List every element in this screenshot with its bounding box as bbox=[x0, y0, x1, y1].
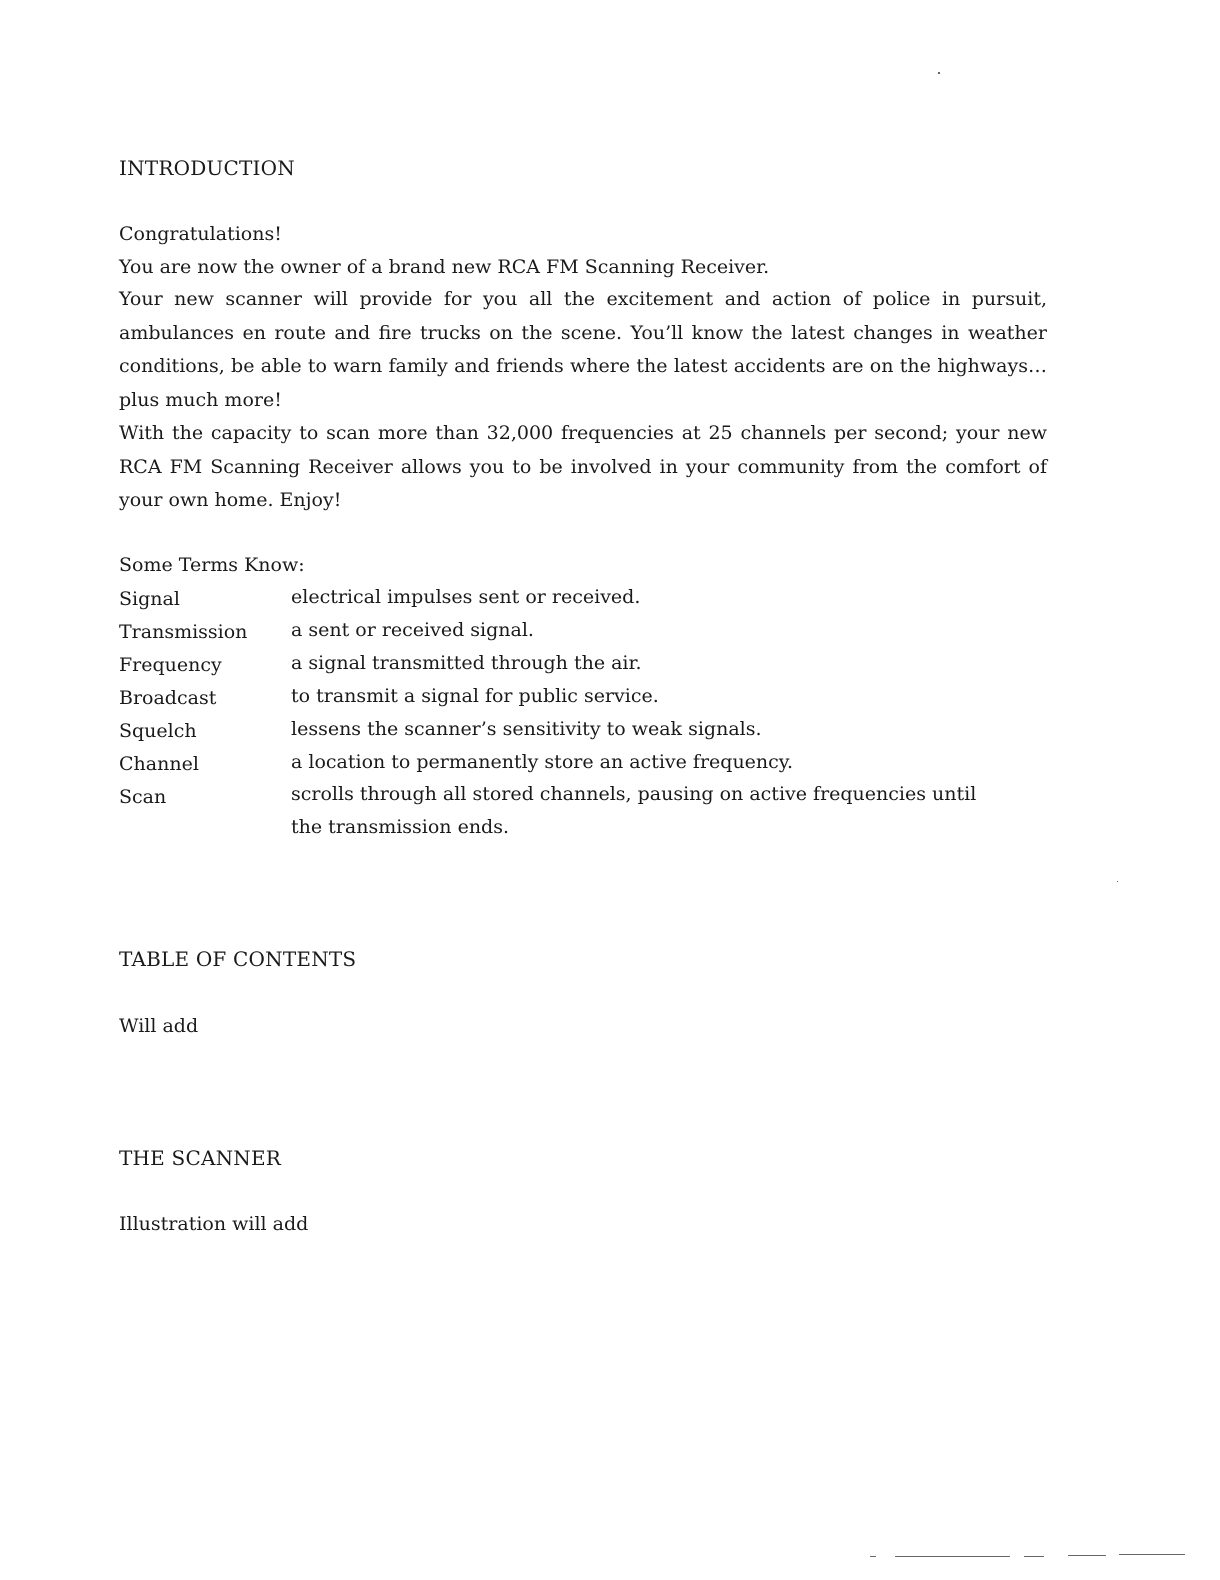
scan-artifact bbox=[1119, 1554, 1185, 1555]
term-label: Channel bbox=[119, 753, 199, 775]
scan-artifact bbox=[895, 1556, 1010, 1557]
scan-speck bbox=[1117, 881, 1118, 882]
owner-line: You are now the owner of a brand new RCA FM Scanning Receiver. bbox=[119, 256, 770, 278]
term-definition: a signal transmitted through the air. bbox=[291, 652, 642, 674]
term-label: Broadcast bbox=[119, 687, 217, 709]
intro-paragraph-1: Your new scanner will provide for you all the excitement and action of police in pursuit, ambulances en route and fire trucks on the scene. You’ll know the latest changes in weather conditions, be able to warn family and friends where the latest accidents are on the highways…plus much more! bbox=[119, 288, 1047, 411]
terms-heading: Some Terms Know: bbox=[119, 554, 305, 576]
scan-artifact bbox=[870, 1556, 876, 1557]
term-definition: lessens the scanner’s sensitivity to weak signals. bbox=[291, 718, 762, 740]
greeting-line: Congratulations! bbox=[119, 223, 282, 245]
term-definition: scrolls through all stored channels, pausing on active frequencies until the transmission ends. bbox=[291, 783, 977, 838]
term-definition: a sent or received signal. bbox=[291, 619, 534, 641]
term-label: Signal bbox=[119, 588, 180, 610]
term-definition: a location to permanently store an active frequency. bbox=[291, 751, 794, 773]
toc-body: Will add bbox=[119, 1015, 199, 1037]
term-definition: to transmit a signal for public service. bbox=[291, 685, 659, 707]
scan-artifact bbox=[1024, 1556, 1044, 1557]
term-label: Frequency bbox=[119, 654, 222, 676]
introduction-heading: INTRODUCTION bbox=[119, 156, 295, 180]
scan-artifact bbox=[1068, 1555, 1106, 1556]
scanner-body: Illustration will add bbox=[119, 1213, 309, 1235]
term-label: Scan bbox=[119, 786, 167, 808]
term-label: Transmission bbox=[119, 621, 248, 643]
scan-speck bbox=[938, 72, 940, 74]
intro-paragraph-2: With the capacity to scan more than 32,000 frequencies at 25 channels per second; your new RCA FM Scanning Receiver allows you to be involved in your community from the comfort of your own home. Enjoy! bbox=[119, 422, 1047, 511]
scanner-heading: THE SCANNER bbox=[119, 1146, 282, 1170]
term-label: Squelch bbox=[119, 720, 197, 742]
toc-heading: TABLE OF CONTENTS bbox=[119, 947, 357, 971]
term-definition: electrical impulses sent or received. bbox=[291, 586, 641, 608]
